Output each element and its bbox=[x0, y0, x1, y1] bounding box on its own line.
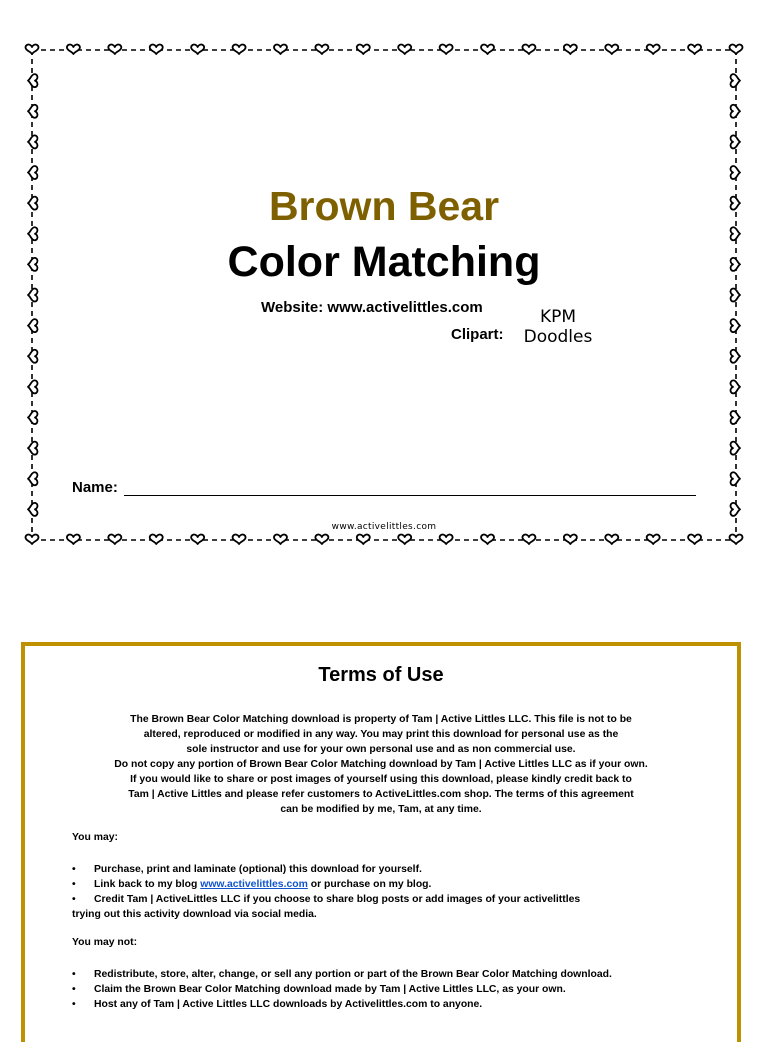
heart-icon bbox=[26, 45, 39, 54]
list-item-text: Host any of Tam | Active Littles LLC downloads by Activelittles.com to anyone. bbox=[94, 999, 483, 1010]
clipart-label: Clipart: bbox=[451, 326, 504, 343]
title-brown-bear: Brown Bear bbox=[268, 183, 500, 229]
heart-icon bbox=[108, 535, 121, 544]
clipart-credit-line2: Doodles bbox=[523, 327, 593, 347]
heart-icon bbox=[67, 45, 80, 54]
heart-icon bbox=[28, 74, 37, 87]
list-item-text: Claim the Brown Bear Color Matching download made by Tam | Active Littles LLC, as your own. bbox=[94, 984, 566, 995]
list-item-text: or purchase on my blog. bbox=[307, 879, 432, 890]
heart-icon bbox=[731, 350, 740, 363]
clipart-credit-line1: KPM bbox=[539, 307, 577, 327]
name-blank-line bbox=[124, 479, 696, 496]
footer-url: www.activelittles.com bbox=[331, 522, 437, 532]
heart-icon bbox=[28, 503, 37, 516]
terms-line: Tam | Active Littles and please refer customers to ActiveLittles.com shop. The terms of this agreement bbox=[128, 789, 634, 800]
heart-icon bbox=[440, 535, 453, 544]
heart-icon bbox=[731, 135, 740, 148]
you-may-list bbox=[72, 862, 722, 922]
heart-icon bbox=[647, 535, 660, 544]
heart-icon bbox=[731, 503, 740, 516]
heart-icon bbox=[440, 45, 453, 54]
you-may-label: You may: bbox=[72, 832, 118, 843]
terms-line: If you would like to share or post images of yourself using this download, please kindly credit back to bbox=[130, 774, 632, 785]
heart-icon bbox=[28, 350, 37, 363]
heart-icon bbox=[605, 45, 618, 54]
list-item bbox=[72, 892, 722, 907]
name-field-row bbox=[72, 476, 696, 496]
terms-line: sole instructor and use for your own personal use and as non commercial use. bbox=[186, 744, 576, 755]
heart-icon bbox=[191, 535, 204, 544]
bullet-icon: • bbox=[72, 894, 76, 905]
heart-icon bbox=[731, 105, 740, 118]
heart-border bbox=[22, 40, 746, 550]
heart-icon bbox=[357, 45, 370, 54]
heart-icon bbox=[730, 535, 743, 544]
heart-icon bbox=[522, 45, 535, 54]
heart-icon bbox=[28, 105, 37, 118]
heart-icon bbox=[28, 472, 37, 485]
list-item bbox=[72, 967, 722, 982]
heart-icon bbox=[315, 535, 328, 544]
heart-icon bbox=[647, 45, 660, 54]
heart-icon bbox=[731, 411, 740, 424]
heart-icon bbox=[233, 535, 246, 544]
list-item-text: Credit Tam | ActiveLittles LLC if you choose to share blog posts or add images of your activelittles bbox=[94, 894, 581, 905]
heart-icon bbox=[731, 319, 740, 332]
heart-icon bbox=[191, 45, 204, 54]
heart-icon bbox=[731, 289, 740, 302]
list-item-text: Redistribute, store, alter, change, or sell any portion or part of the Brown Bear Color Matching download. bbox=[94, 969, 612, 980]
heart-icon bbox=[28, 319, 37, 332]
heart-icon bbox=[28, 166, 37, 179]
list-item-continuation: trying out this activity download via social media. bbox=[72, 909, 317, 920]
cover-page bbox=[22, 40, 746, 550]
heart-icon bbox=[730, 45, 743, 54]
blog-link[interactable]: www.activelittles.com bbox=[200, 879, 308, 890]
heart-icon bbox=[233, 45, 246, 54]
heart-icon bbox=[564, 45, 577, 54]
bullet-icon: • bbox=[72, 999, 76, 1010]
heart-icon bbox=[481, 535, 494, 544]
heart-icon bbox=[28, 135, 37, 148]
list-item bbox=[72, 862, 722, 877]
heart-icon bbox=[398, 535, 411, 544]
website-credit: Website: www.activelittles.com bbox=[261, 299, 483, 316]
you-may-not-label: You may not: bbox=[72, 937, 138, 948]
heart-icon bbox=[67, 535, 80, 544]
heart-icon bbox=[605, 535, 618, 544]
list-item-text: Purchase, print and laminate (optional) this download for yourself. bbox=[94, 864, 422, 875]
heart-icon bbox=[522, 535, 535, 544]
bullet-icon: • bbox=[72, 864, 76, 875]
heart-icon bbox=[481, 45, 494, 54]
heart-icon bbox=[731, 74, 740, 87]
clipart-credit-logo bbox=[522, 307, 594, 347]
bullet-icon: • bbox=[72, 984, 76, 995]
terms-line: can be modified by me, Tam, at any time. bbox=[280, 804, 482, 815]
heart-icon bbox=[564, 535, 577, 544]
heart-icon bbox=[150, 45, 163, 54]
heart-icon bbox=[28, 289, 37, 302]
heart-icon bbox=[274, 535, 287, 544]
list-item bbox=[72, 982, 722, 997]
terms-line: altered, reproduced or modified in any way. You may print this download for personal use as the bbox=[143, 729, 619, 740]
list-item bbox=[72, 997, 722, 1012]
you-may-not-list bbox=[72, 967, 722, 1012]
terms-line: Do not copy any portion of Brown Bear Color Matching download by Tam | Active Littles LLC as if your own. bbox=[114, 759, 648, 770]
heart-icon bbox=[28, 411, 37, 424]
heart-icon bbox=[26, 535, 39, 544]
terms-line: The Brown Bear Color Matching download is property of Tam | Active Littles LLC. This file is not to be bbox=[130, 714, 632, 725]
list-item bbox=[72, 877, 722, 892]
heart-icon bbox=[731, 380, 740, 393]
list-item-text: Link back to my blog bbox=[94, 879, 201, 890]
heart-icon bbox=[357, 535, 370, 544]
heart-icon bbox=[398, 45, 411, 54]
heart-icon bbox=[274, 45, 287, 54]
heart-icon bbox=[150, 535, 163, 544]
title-color-matching: Color Matching bbox=[227, 238, 541, 286]
heart-icon bbox=[28, 380, 37, 393]
bullet-icon: • bbox=[72, 969, 76, 980]
name-label: Name: bbox=[72, 479, 118, 496]
bullet-icon: • bbox=[72, 879, 76, 890]
heart-icon bbox=[731, 166, 740, 179]
heart-icon bbox=[731, 442, 740, 455]
terms-paragraph bbox=[25, 712, 737, 817]
heart-icon bbox=[28, 442, 37, 455]
heart-icon bbox=[731, 472, 740, 485]
terms-of-use-box bbox=[21, 642, 741, 1042]
heart-icon bbox=[108, 45, 121, 54]
terms-title: Terms of Use bbox=[318, 664, 444, 686]
heart-icon bbox=[315, 45, 328, 54]
heart-icon bbox=[688, 535, 701, 544]
heart-icon bbox=[688, 45, 701, 54]
